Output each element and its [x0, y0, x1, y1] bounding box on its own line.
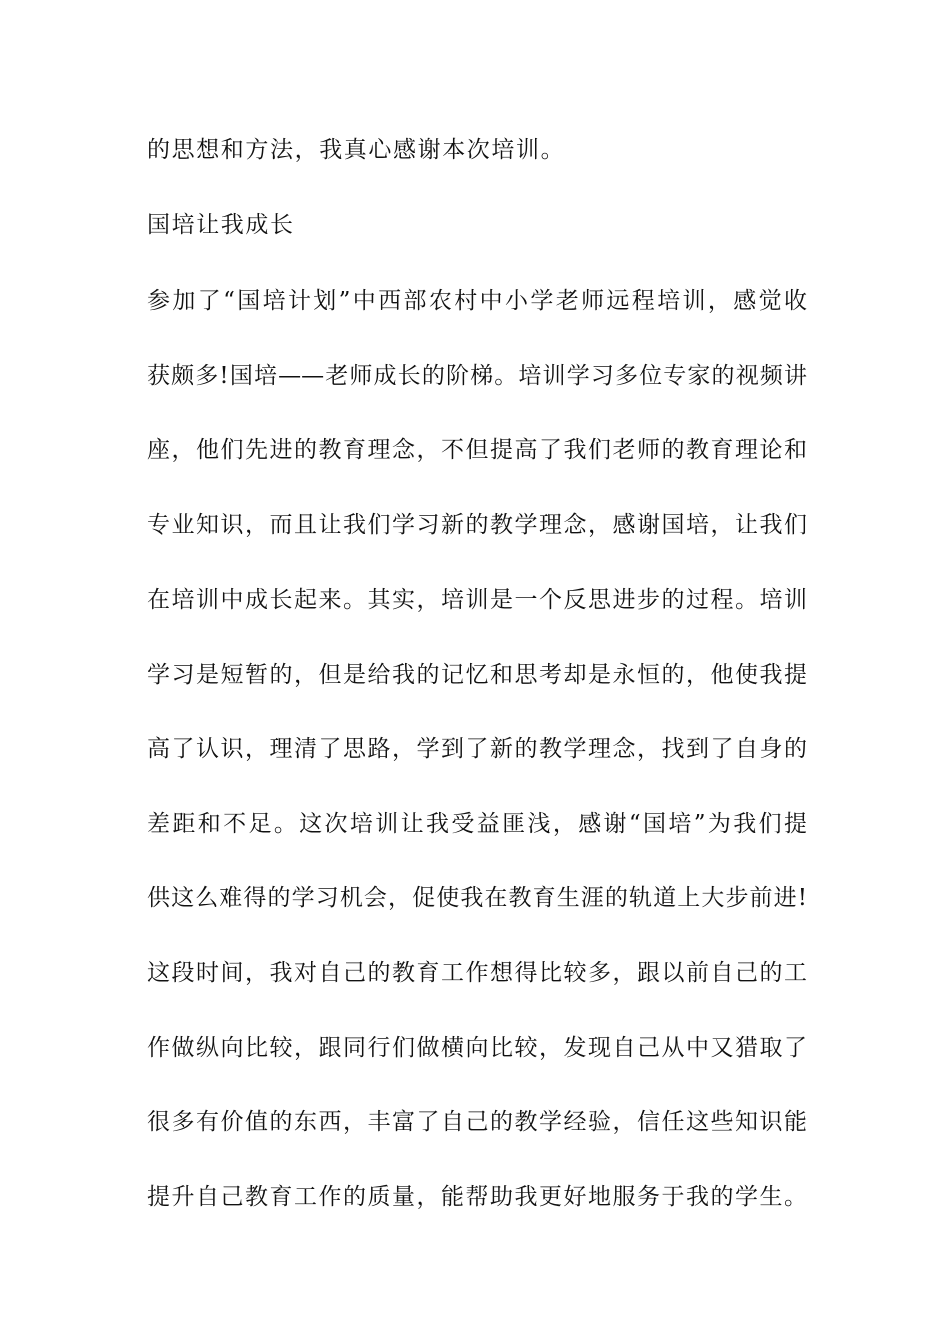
paragraph-line: 这段时间，我对自己的教育工作想得比较多，跟以前自己的工: [147, 960, 807, 986]
paragraph-line: 专业知识，而且让我们学习新的教学理念，感谢国培，让我们: [147, 512, 807, 538]
paragraph-line: 供这么难得的学习机会，促使我在教育生涯的轨道上大步前进!: [147, 885, 807, 911]
paragraph-line: 座，他们先进的教育理念，不但提高了我们老师的教育理论和: [147, 437, 807, 463]
paragraph-line: 学习是短暂的，但是给我的记忆和思考却是永恒的，他使我提: [147, 662, 807, 688]
paragraph-line: 高了认识，理清了思路，学到了新的教学理念，找到了自身的: [147, 736, 807, 762]
paragraph-line: 差距和不足。这次培训让我受益匪浅，感谢“国培”为我们提: [147, 811, 807, 837]
paragraph-line: 很多有价值的东西，丰富了自己的教学经验，信任这些知识能: [147, 1109, 807, 1135]
paragraph-line: 在培训中成长起来。其实，培训是一个反思进步的过程。培训: [147, 587, 807, 613]
section-heading: 国培让我成长: [147, 212, 295, 238]
paragraph-line: 参加了“国培计划”中西部农村中小学老师远程培训，感觉收: [147, 288, 807, 314]
paragraph-line: 提升自己教育工作的质量，能帮助我更好地服务于我的学生。: [147, 1184, 807, 1210]
paragraph-line: 的思想和方法，我真心感谢本次培训。: [147, 137, 566, 163]
paragraph-line: 作做纵向比较，跟同行们做横向比较，发现自己从中又猎取了: [147, 1035, 807, 1061]
paragraph-line: 获颇多!国培——老师成长的阶梯。培训学习多位专家的视频讲: [147, 363, 807, 389]
